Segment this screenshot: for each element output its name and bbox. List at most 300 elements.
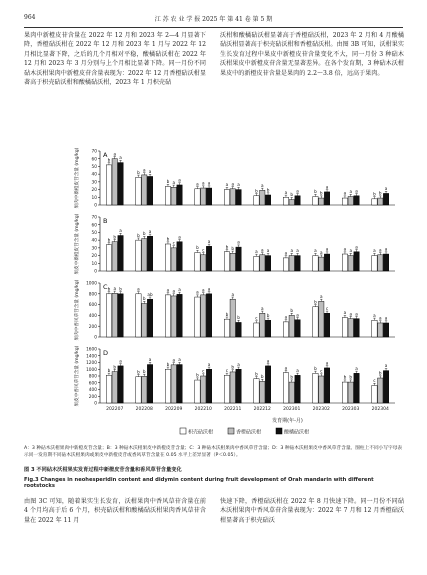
significance-label: a [225, 182, 229, 188]
legend-swatch [228, 428, 234, 434]
significance-label: a [178, 286, 181, 292]
bar [201, 376, 206, 403]
bar [106, 165, 111, 205]
bar [171, 296, 176, 337]
bar [230, 299, 235, 337]
significance-label: b [225, 244, 229, 250]
y-axis-label: 果肉中香风草苷含量 (mg/kg) [75, 279, 80, 341]
panel-letter: C [103, 283, 108, 291]
significance-label: a [207, 180, 211, 186]
bar [324, 192, 329, 205]
significance-label: b [314, 189, 317, 195]
bar [260, 255, 265, 271]
bar [283, 258, 288, 271]
bar [112, 159, 117, 205]
bar [260, 190, 265, 205]
bar [260, 381, 265, 403]
significance-label: a [384, 186, 388, 192]
significance-label: b [142, 231, 146, 237]
significance-label: a [343, 310, 347, 316]
significance-label: a [325, 246, 329, 252]
significance-label: a [296, 367, 299, 373]
bar [289, 382, 294, 403]
significance-label: ab [147, 291, 153, 297]
legend-label: 香橙砧沃柑 [236, 429, 262, 436]
significance-label: c [202, 368, 205, 374]
y-tick-label: 60 [91, 223, 97, 229]
bar [313, 197, 318, 205]
significance-label: b [314, 365, 317, 371]
significance-label: a [266, 358, 270, 364]
body-right-column [220, 31, 404, 78]
body-bottom-left [24, 497, 206, 525]
significance-label: a [349, 248, 353, 254]
significance-label: b [260, 374, 264, 380]
page-number: 964 [24, 14, 36, 21]
y-tick-label: 10 [91, 261, 97, 267]
significance-label: a [355, 365, 358, 371]
paragraph-right: 沃柑和酸橘砧沃柑显著高于香橙砧沃柑，2023 年 2 月和 4 月酸橘砧沃柑显著高于枳壳砧沃柑和香橙砧沃柑。由图 3B 可知，沃柑果实生长发育过程中果皮中新橙皮苷含量变化不大，同一月份 3 种砧木沃柑果皮中新橙皮苷含量无显著差异。在各个发育期，3 种砧木沃柑果皮中的新橙皮苷含量是果肉的 2.2～3.8 倍，远高于果肉。 [220, 32, 404, 77]
bar [283, 197, 288, 205]
legend-swatch [276, 428, 282, 434]
bar [383, 371, 388, 403]
significance-label: c [225, 367, 229, 373]
figure-3 [30, 143, 405, 443]
significance-label: a [319, 294, 323, 299]
significance-label: a [260, 182, 264, 188]
bar [201, 255, 206, 271]
paragraph-bottom-left: 由图 3C 可知，随着果实生长发育，沃柑果肉中香风草苷含量在前 4 个月均高于后 6 个月，枳壳砧沃柑和酸橘砧沃柑果肉香风草苷含量在 2022 年 11 月 [24, 498, 206, 524]
significance-label: b [166, 236, 170, 242]
significance-label: b [349, 374, 353, 380]
bar [165, 244, 170, 271]
bar [195, 189, 200, 205]
y-tick-label: 0 [94, 203, 97, 209]
bar [295, 196, 300, 205]
x-tick-label: 202208 [135, 407, 153, 412]
bar [147, 299, 152, 337]
bar [230, 372, 235, 403]
significance-label: b [266, 187, 270, 193]
bar [136, 240, 141, 271]
bar [224, 252, 229, 271]
significance-label: a [172, 179, 176, 185]
bar [319, 376, 324, 403]
y-tick-label: 600 [88, 303, 97, 309]
bar [206, 188, 211, 205]
bar [142, 304, 147, 337]
significance-label: b [107, 237, 111, 243]
bar [236, 247, 241, 271]
bar [378, 255, 383, 271]
bar [177, 242, 182, 271]
significance-label: a [119, 358, 122, 364]
y-tick-label: 50 [91, 231, 97, 237]
bar [383, 193, 388, 205]
significance-label: a [349, 189, 353, 195]
x-tick-label: 202304 [371, 407, 389, 412]
significance-label: b [314, 299, 317, 305]
panel-letter: B [103, 217, 108, 225]
bar [230, 253, 235, 271]
bar [201, 295, 206, 337]
body-bottom-right [220, 497, 404, 525]
significance-label: a [349, 311, 353, 317]
bar [112, 242, 117, 271]
significance-label: a [255, 248, 258, 254]
significance-label: b [142, 368, 146, 374]
bar [236, 190, 241, 205]
bar [354, 196, 359, 205]
significance-label: a [196, 289, 199, 295]
y-tick-label: 800 [88, 292, 97, 298]
x-tick-label: 202211 [224, 407, 242, 412]
bar [171, 365, 176, 403]
bar [254, 196, 259, 205]
bar [106, 375, 111, 403]
x-tick-label: 202301 [283, 407, 301, 412]
bar [265, 366, 270, 403]
bar [118, 366, 123, 403]
bar [112, 293, 117, 337]
y-tick-label: 800 [88, 374, 97, 380]
significance-label: a [284, 250, 288, 256]
significance-label: a [119, 228, 122, 234]
significance-label: a [373, 248, 376, 254]
y-tick-label: 200 [88, 394, 97, 400]
header-rule [24, 27, 403, 28]
bar [118, 163, 123, 205]
significance-label: b [113, 364, 117, 370]
x-tick-label: 202212 [253, 407, 271, 412]
bar [283, 322, 288, 337]
bar [171, 248, 176, 271]
significance-label: c [255, 315, 258, 321]
significance-label: b [378, 370, 382, 376]
y-tick-label: 50 [91, 165, 97, 171]
significance-label: a [373, 312, 376, 318]
significance-label: b [231, 364, 235, 370]
bar [206, 246, 211, 271]
y-tick-label: 30 [91, 180, 97, 186]
bar [195, 252, 200, 271]
bar [224, 319, 229, 337]
significance-label: b [373, 191, 376, 197]
chart-panel-D [73, 345, 395, 412]
bar [147, 176, 152, 205]
significance-label: b [119, 286, 122, 292]
significance-label: a [260, 247, 264, 253]
bar [378, 198, 383, 205]
significance-label: a [237, 182, 240, 188]
bar [195, 297, 200, 337]
significance-label: a [284, 314, 288, 320]
significance-label: a [178, 234, 181, 240]
y-tick-label: 600 [88, 381, 97, 387]
figure-note: A：3 种砧木沃柑果肉中新橙皮苷含量；B：3 种砧木沃柑果皮中新橙皮苷含量；C：3 种砧木沃柑果肉中香风草苷含量；D：3 种砧木沃柑果皮中香风草苷含量。图柱上不同小写字母表示同一发育期不同砧木沃柑果肉或果皮中新橙皮苷或香风草苷含量在 0.05 水平上差异显著（P＜0.05）。 [24, 446, 403, 459]
bar [295, 375, 300, 403]
paragraph-left: 果肉中新橙皮苷含量在 2022 年 12 月和 2023 年 2—4 月显著下降，香橙砧沃柑在 2022 年 12 月和 2023 年 1 月与 2022 年 12 月相比显著下降，之后的几个月相对平稳，酸橘砧沃柑在 2022 年 12 月和 2023 年 3 月分别与上个月相比显著下降。同一月份不同砧木沃柑果肉中新橙皮苷含量表现为：2022 年 12 月香橙砧沃柑显著高于枳壳砧沃柑和酸橘砧沃柑，2023 年 1 月枳壳砧 [24, 32, 206, 87]
y-tick-label: 0 [94, 335, 97, 341]
bar [177, 294, 182, 337]
bar [283, 373, 288, 403]
significance-label: b [290, 374, 294, 380]
x-tick-label: 202209 [165, 407, 183, 412]
significance-label: b [237, 315, 240, 321]
y-tick-label: 0 [94, 401, 97, 407]
bar [265, 320, 270, 337]
y-tick-label: 30 [91, 246, 97, 252]
bar [324, 313, 329, 337]
significance-label: a [319, 249, 323, 255]
significance-label: a [296, 188, 299, 194]
significance-label: b [290, 192, 294, 198]
panel-letter: A [103, 151, 108, 159]
bar [136, 294, 141, 337]
bar [142, 175, 147, 205]
bar [260, 313, 265, 337]
bar [165, 186, 170, 205]
running-header [24, 14, 403, 26]
bar [230, 189, 235, 205]
significance-label: a [296, 248, 299, 254]
significance-label: a [343, 190, 347, 196]
bar [171, 187, 176, 205]
bar [295, 256, 300, 271]
bar [118, 236, 123, 271]
significance-label: a [207, 286, 211, 292]
bar [354, 319, 359, 337]
chart-panel-A [73, 147, 395, 208]
significance-label: a [284, 189, 288, 195]
significance-label: b [290, 308, 294, 314]
significance-label: a [237, 239, 240, 245]
y-tick-label: 0 [94, 269, 97, 275]
significance-label: a [148, 228, 152, 234]
significance-label: b [107, 286, 111, 292]
legend-swatch [180, 428, 186, 434]
y-tick-label: 10 [91, 195, 97, 201]
significance-label: a [384, 363, 388, 369]
bar [348, 256, 353, 271]
bar [147, 236, 152, 271]
significance-label: a [237, 361, 240, 367]
panel-letter: D [103, 349, 109, 357]
x-tick-label: 202207 [106, 407, 124, 412]
y-tick-label: 20 [91, 188, 97, 194]
bar [177, 365, 182, 403]
bar [378, 378, 383, 403]
significance-label: b [166, 361, 170, 367]
significance-label: a [231, 181, 235, 187]
bar [342, 198, 347, 205]
significance-label: a [113, 285, 117, 291]
x-tick-label: 202210 [194, 407, 212, 412]
significance-label: a [142, 167, 146, 173]
bar [254, 323, 259, 337]
bar [177, 185, 182, 205]
bar [319, 301, 324, 337]
figure-caption-cn: 图 3 不同砧木沃柑果实发育过程中新橙皮苷含量和香风草苷含量变化 [24, 467, 182, 473]
bar [342, 318, 347, 337]
significance-label: a [201, 180, 205, 186]
significance-label: b [196, 372, 199, 378]
significance-label: a [325, 184, 329, 190]
bar [372, 199, 377, 205]
y-tick-label: 70 [91, 215, 97, 221]
bar [372, 256, 377, 271]
bar [136, 177, 141, 205]
significance-label: c [202, 247, 205, 253]
bar [165, 369, 170, 403]
bar [236, 369, 241, 403]
significance-label: b [137, 369, 140, 375]
bar [348, 197, 353, 205]
bar [201, 188, 206, 205]
significance-label: c [320, 368, 323, 374]
bar [265, 195, 270, 205]
significance-label: a [172, 357, 176, 363]
bar [289, 256, 294, 271]
significance-label: a [355, 188, 358, 194]
bar [313, 307, 318, 337]
significance-label: a [355, 311, 358, 317]
significance-label: b [255, 188, 258, 194]
bar [112, 372, 117, 403]
bar [106, 294, 111, 337]
y-tick-label: 1000 [86, 281, 97, 287]
significance-label: a [113, 151, 117, 157]
y-tick-label: 40 [91, 172, 97, 178]
significance-label: a [207, 238, 211, 244]
bar [206, 294, 211, 337]
significance-label: b [107, 157, 111, 163]
bar [289, 315, 294, 337]
legend-label: 枳壳砧沃柑 [188, 429, 214, 436]
significance-label: b [319, 190, 323, 196]
bar [354, 373, 359, 403]
significance-label: b [166, 179, 170, 185]
bar [372, 385, 377, 403]
y-tick-label: 1000 [86, 367, 97, 373]
significance-label: b [378, 190, 382, 196]
significance-label: a [284, 365, 288, 371]
significance-label: a [260, 305, 264, 311]
figure-caption-en: Fig.3 Changes in neohesperidin content and didymin content during fruit development of Orah mandarin with different rootstocks [24, 477, 374, 489]
significance-label: b [343, 374, 347, 380]
significance-label: a [178, 357, 181, 363]
significance-label: a [266, 248, 270, 254]
significance-label: a [355, 244, 358, 250]
significance-label: b [137, 232, 140, 238]
significance-label: a [325, 360, 329, 366]
significance-label: a [378, 247, 382, 253]
bar [118, 294, 123, 337]
bar [348, 382, 353, 403]
bar [324, 254, 329, 271]
bar [319, 198, 324, 205]
significance-label: a [166, 287, 170, 293]
x-axis-label: 发育期(年-月) [272, 418, 303, 424]
bar [289, 200, 294, 205]
journal-title: 江 苏 农 业 学 报 2025 年 第 41 卷 第 5 期 [154, 16, 273, 23]
chart-panel-B [73, 213, 395, 274]
chart-panel-C [73, 279, 395, 340]
bar [142, 376, 147, 403]
significance-label: a [148, 357, 152, 363]
significance-label: b [266, 312, 270, 318]
significance-label: a [148, 169, 152, 175]
significance-label: a [231, 291, 235, 297]
y-tick-label: 400 [88, 314, 97, 319]
significance-label: b [107, 367, 111, 373]
y-tick-label: 60 [91, 157, 97, 163]
bar [224, 190, 229, 205]
bar [147, 365, 152, 403]
x-tick-label: 202303 [342, 407, 360, 412]
bar [383, 323, 388, 337]
bar [195, 380, 200, 403]
significance-label: a [378, 315, 382, 321]
bar [378, 323, 383, 337]
significance-label: a [384, 315, 388, 321]
bar [354, 252, 359, 271]
y-tick-label: 1400 [86, 354, 97, 360]
significance-label: a [207, 361, 211, 367]
y-tick-label: 1200 [86, 361, 97, 367]
bar [106, 245, 111, 271]
y-tick-label: 200 [88, 324, 97, 330]
significance-label: b [142, 296, 146, 302]
significance-label: a [343, 246, 347, 252]
bar [383, 254, 388, 271]
y-tick-label: 20 [91, 254, 97, 260]
significance-label: b [231, 245, 235, 251]
bar [142, 239, 147, 271]
y-axis-label: 果肉中新橙皮苷含量 (mg/kg) [75, 147, 80, 209]
significance-label: c [172, 240, 175, 246]
significance-label: b [255, 371, 258, 377]
significance-label: a [172, 288, 176, 294]
significance-label: a [201, 287, 205, 293]
significance-label: a [119, 155, 122, 161]
bar [313, 373, 318, 403]
bar [348, 319, 353, 337]
significance-label: b [137, 169, 140, 175]
x-tick-label: 202302 [312, 407, 330, 412]
y-tick-label: 400 [88, 388, 97, 394]
legend-label: 酸橘砧沃柑 [284, 429, 310, 436]
significance-label: a [296, 312, 299, 318]
bar [265, 256, 270, 271]
bar [136, 377, 141, 403]
significance-label: c [373, 378, 376, 384]
bar [254, 256, 259, 271]
significance-label: a [290, 248, 294, 254]
y-tick-label: 70 [91, 149, 97, 155]
significance-label: a [314, 248, 317, 254]
bar [295, 320, 300, 337]
significance-label: a [178, 177, 181, 183]
bar [224, 375, 229, 403]
significance-label: c [325, 305, 329, 311]
legend [180, 428, 309, 436]
bar [319, 257, 324, 271]
y-axis-label: 果皮中新橙皮苷含量 (mg/kg) [75, 213, 80, 275]
bar [324, 368, 329, 403]
significance-label: b [225, 311, 229, 317]
y-tick-label: 40 [91, 238, 97, 244]
